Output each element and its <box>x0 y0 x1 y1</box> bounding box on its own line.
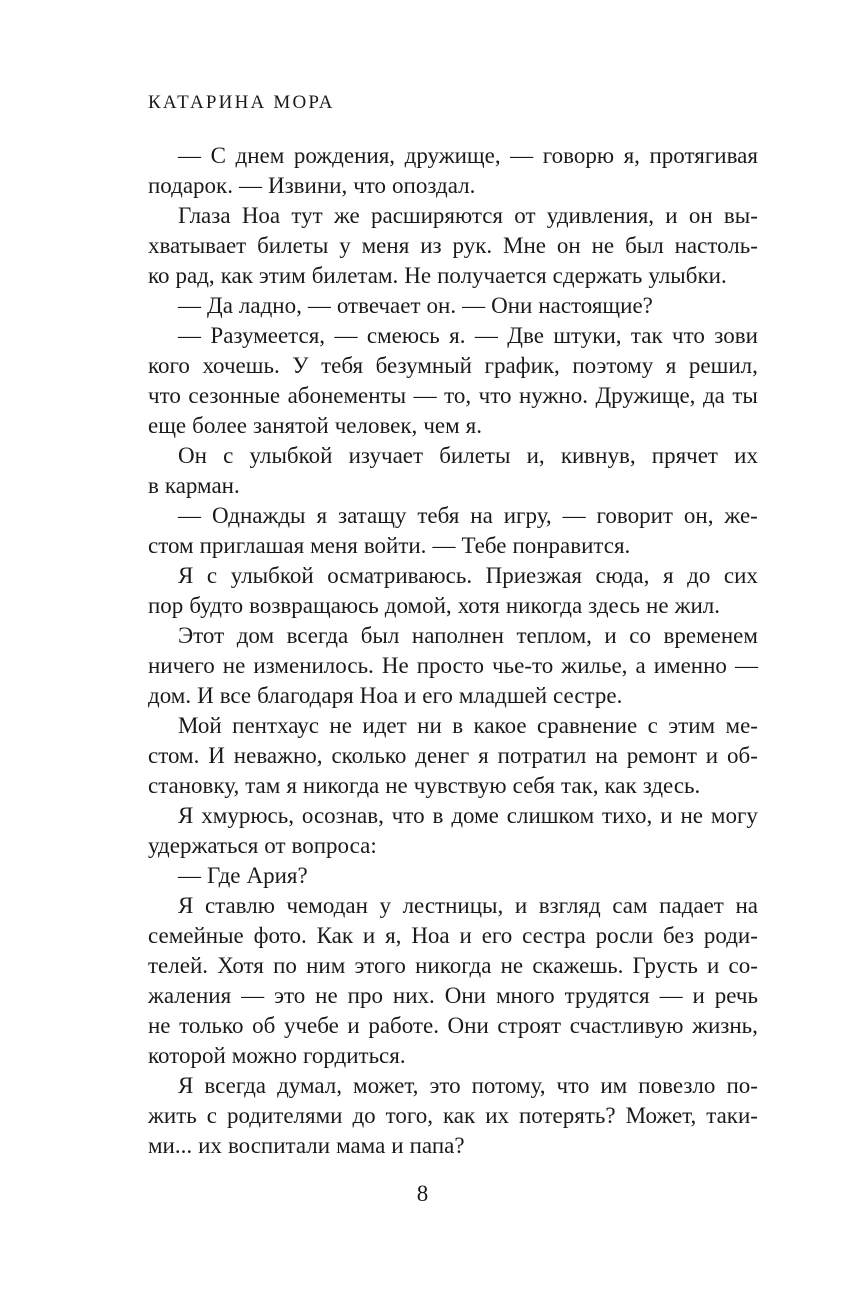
page-number: 8 <box>416 1181 429 1206</box>
text-line: дом. И все благодаря Ноа и его младшей сестре. <box>148 683 623 708</box>
text-line: Глаза Ноа тут же расширяются от удивления, и он вы- <box>178 203 758 228</box>
text-line: в карман. <box>148 473 240 498</box>
text-line: Мой пентхаус не идет ни в какое сравнение с этим ме- <box>178 713 758 738</box>
text-line: — С днем рождения, дружище, — говорю я, протягивая <box>178 143 758 168</box>
text-line: — Да ладно, — отвечает он. — Они настоящие? <box>178 293 653 318</box>
text-line: которой можно гордиться. <box>148 1043 406 1068</box>
text-line: — Разумеется, — смеюсь я. — Две штуки, так что зови <box>178 323 758 348</box>
text-line: стом приглашая меня войти. — Тебе понравится. <box>148 533 631 558</box>
text-line: не только об учебе и работе. Они строят счастливую жизнь, <box>148 1013 758 1038</box>
text-line: жаления — это не про них. Они много трудятся — и речь <box>148 983 758 1008</box>
text-line: Я ставлю чемодан у лестницы, и взгляд сам падает на <box>178 893 758 918</box>
text-line: ми... их воспитали мама и папа? <box>148 1133 465 1158</box>
text-line: Я с улыбкой осматриваюсь. Приезжая сюда, я до сих <box>178 563 758 588</box>
text-line: еще более занятой человек, чем я. <box>148 413 482 438</box>
text-line: — Однажды я затащу тебя на игру, — говорит он, же- <box>178 503 758 528</box>
text-line: Этот дом всегда был наполнен теплом, и со временем <box>178 623 758 648</box>
text-line: семейные фото. Как и я, Ноа и его сестра росли без роди- <box>148 923 758 948</box>
text-line: жить с родителями до того, как их потерять? Может, таки- <box>148 1103 758 1128</box>
text-line: хватывает билеты у меня из рук. Мне он не был настоль- <box>148 233 758 258</box>
text-line: — Где Ария? <box>178 863 308 888</box>
text-line: кого хочешь. У тебя безумный график, поэтому я решил, <box>148 353 758 378</box>
text-line: ко рад, как этим билетам. Не получается сдержать улыбки. <box>148 263 727 288</box>
text-line: Я всегда думал, может, это потому, что им повезло по- <box>178 1073 758 1098</box>
text-line: Он с улыбкой изучает билеты и, кивнув, прячет их <box>178 443 758 468</box>
body-text <box>148 141 758 1161</box>
running-head: КАТАРИНА МОРА <box>148 92 335 113</box>
text-line: удержаться от вопроса: <box>148 833 377 858</box>
text-line: пор будто возвращаюсь домой, хотя никогда здесь не жил. <box>148 593 720 618</box>
text-line: что сезонные абонементы — то, что нужно. Дружище, да ты <box>148 383 758 408</box>
text-line: ничего не изменилось. Не просто чье-то жилье, а именно — <box>148 653 758 678</box>
text-line: подарок. — Извини, что опоздал. <box>148 173 476 198</box>
text-line: Я хмурюсь, осознав, что в доме слишком тихо, и не могу <box>178 803 758 828</box>
text-line: стом. И неважно, сколько денег я потратил на ремонт и об- <box>148 743 758 768</box>
text-line: становку, там я никогда не чувствую себя так, как здесь. <box>148 773 701 798</box>
text-line: телей. Хотя по ним этого никогда не скажешь. Грусть и со- <box>148 953 758 978</box>
